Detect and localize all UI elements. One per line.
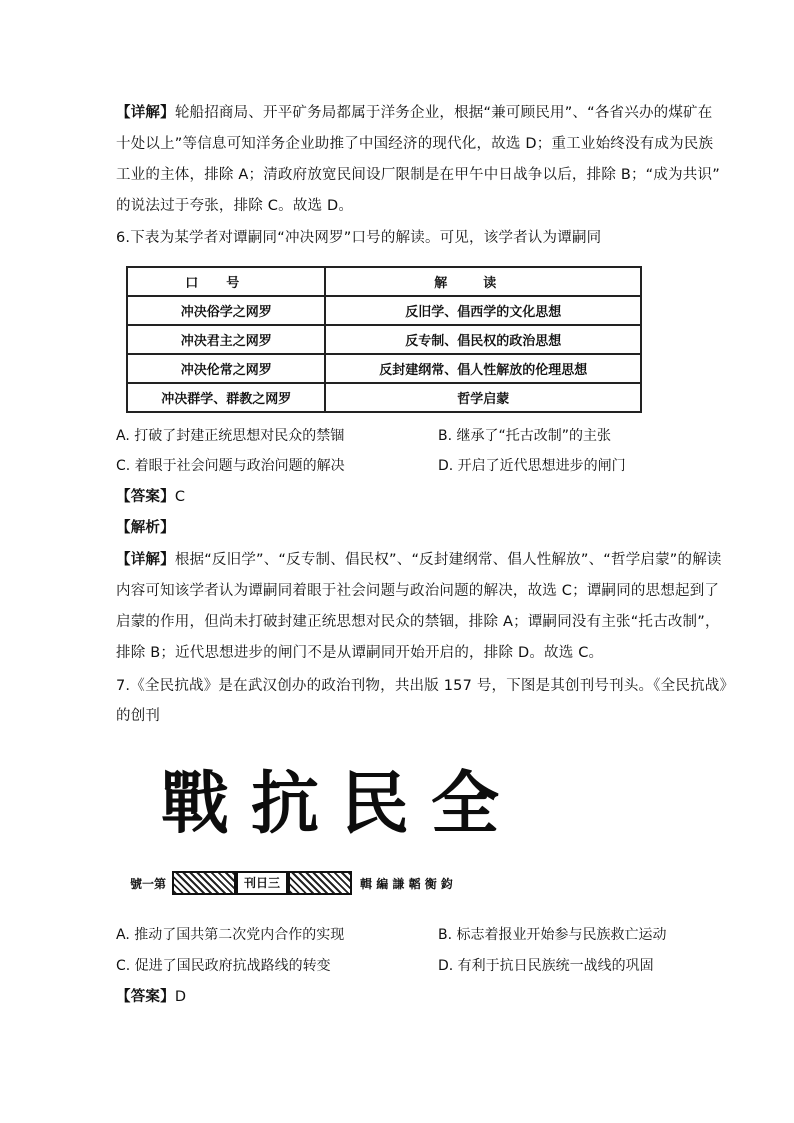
q6-answer bbox=[116, 487, 185, 507]
line-text: 内容可知该学者认为谭嗣同着眼于社会问题与政治问题的解决，故选 C；谭嗣同的思想起到了 bbox=[116, 583, 720, 599]
cell-interpretation: 哲学启蒙 bbox=[325, 383, 641, 412]
masthead-issue: 號一第 bbox=[130, 876, 167, 891]
cell-slogan: 冲决君主之网罗 bbox=[127, 325, 325, 354]
q6-option-b[interactable]: B. 继承了“托古改制”的主张 bbox=[438, 428, 612, 444]
line-text: 排除 B；近代思想进步的闸门不是从谭嗣同开始开启的，排除 D。故选 C。 bbox=[116, 645, 604, 661]
cell-slogan: 冲决群学、群教之网罗 bbox=[127, 383, 325, 412]
header-slogan: 口号 bbox=[127, 267, 325, 296]
q7-option-d[interactable]: D. 有利于抗日民族统一战线的巩固 bbox=[438, 958, 654, 974]
answer-value: D bbox=[174, 989, 187, 1005]
detail-tag: 【详解】 bbox=[116, 105, 175, 121]
masthead-frequency: 刊日三 bbox=[236, 871, 288, 895]
q6-option-c[interactable]: C. 着眼于社会问题与政治问题的解决 bbox=[116, 458, 345, 474]
masthead-ornament bbox=[288, 871, 352, 895]
answer-tag: 【答案】 bbox=[116, 489, 175, 505]
masthead-bar bbox=[130, 870, 530, 896]
q5-detail-line-4 bbox=[116, 196, 353, 216]
cell-slogan: 冲决伦常之网罗 bbox=[127, 354, 325, 383]
q5-detail-line-1 bbox=[116, 103, 712, 123]
masthead-char: 全 bbox=[430, 764, 499, 844]
q5-detail-line-3 bbox=[116, 165, 720, 185]
q7-option-a[interactable]: A. 推动了国共第二次党内合作的实现 bbox=[116, 927, 345, 943]
line-text: 十处以上”等信息可知洋务企业助推了中国经济的现代化，故选 D；重工业始终没有成为民族 bbox=[116, 136, 714, 152]
table-row bbox=[127, 325, 641, 354]
cell-interpretation: 反封建纲常、倡人性解放的伦理思想 bbox=[325, 354, 641, 383]
q6-detail-line-4 bbox=[116, 643, 603, 663]
header-interpretation: 解读 bbox=[325, 267, 641, 296]
masthead-char: 抗 bbox=[250, 764, 319, 844]
q6-detail-line-3 bbox=[116, 612, 720, 632]
cell-interpretation: 反专制、倡民权的政治思想 bbox=[325, 325, 641, 354]
table-row bbox=[127, 383, 641, 412]
line-text: 轮船招商局、开平矿务局都属于洋务企业，根据“兼可顾民用”、“各省兴办的煤矿在 bbox=[174, 105, 713, 121]
q7-answer bbox=[116, 987, 186, 1007]
q6-detail-line-1 bbox=[116, 550, 722, 570]
q7-stem-line-2: 的创刊 bbox=[116, 708, 161, 724]
detail-tag: 【详解】 bbox=[116, 552, 175, 568]
masthead-editors: 輯 編 謙 韜 衡 鈞 bbox=[360, 876, 453, 891]
q6-option-a[interactable]: A. 打破了封建正统思想对民众的禁锢 bbox=[116, 428, 345, 444]
answer-value: C bbox=[174, 489, 186, 505]
table-row bbox=[127, 296, 641, 325]
line-text: 启蒙的作用，但尚未打破封建正统思想对民众的禁锢，排除 A；谭嗣同没有主张“托古改制”， bbox=[116, 614, 720, 630]
q6-stem: 6.下表为某学者对谭嗣同“冲决网罗”口号的解读。可见，该学者认为谭嗣同 bbox=[116, 230, 602, 246]
table-row bbox=[127, 354, 641, 383]
line-text: 工业的主体，排除 A；清政府放宽民间设厂限制是在甲午中日战争以后，排除 B；“成为共识” bbox=[116, 167, 720, 183]
slogan-table bbox=[126, 266, 642, 413]
masthead-char: 民 bbox=[340, 764, 409, 844]
q6-option-d[interactable]: D. 开启了近代思想进步的闸门 bbox=[438, 458, 626, 474]
masthead-ornament bbox=[172, 871, 236, 895]
cell-slogan: 冲决俗学之网罗 bbox=[127, 296, 325, 325]
q6-analysis-tag bbox=[116, 518, 175, 538]
masthead-char: 戰 bbox=[160, 764, 229, 844]
cell-interpretation: 反旧学、倡西学的文化思想 bbox=[325, 296, 641, 325]
q6-detail-line-2 bbox=[116, 581, 719, 601]
table-header-row bbox=[127, 267, 641, 296]
q5-detail-line-2 bbox=[116, 134, 713, 154]
line-text: 根据“反旧学”、“反专制、倡民权”、“反封建纲常、倡人性解放”、“哲学启蒙”的解读 bbox=[174, 552, 722, 568]
analysis-tag: 【解析】 bbox=[116, 520, 175, 536]
line-text: 的说法过于夸张，排除 C。故选 D。 bbox=[116, 198, 354, 214]
masthead-title bbox=[150, 760, 510, 850]
answer-tag: 【答案】 bbox=[116, 989, 175, 1005]
newspaper-masthead bbox=[130, 760, 530, 900]
q7-stem-line-1: 7.《全民抗战》是在武汉创办的政治刊物，共出版 157 号，下图是其创刊号刊头。《全民抗战》 bbox=[116, 678, 735, 694]
q7-option-b[interactable]: B. 标志着报业开始参与民族救亡运动 bbox=[438, 927, 667, 943]
q7-option-c[interactable]: C. 促进了国民政府抗战路线的转变 bbox=[116, 958, 331, 974]
